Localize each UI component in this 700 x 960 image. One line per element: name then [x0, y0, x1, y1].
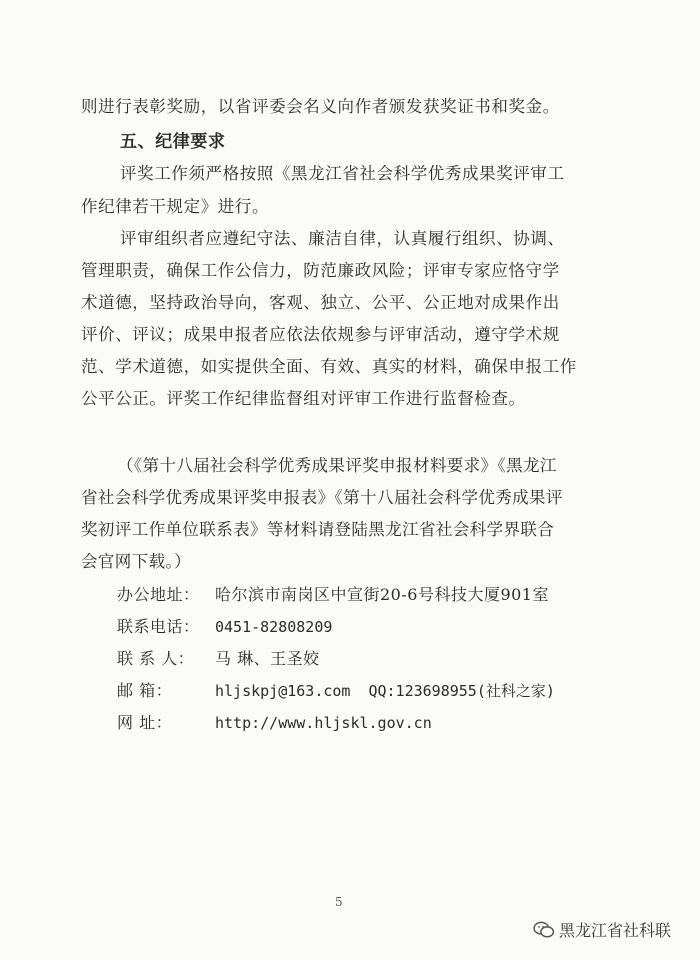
note-line: 会官网下载。）: [81, 552, 192, 571]
person-value: 马 琳、王圣姣: [215, 649, 320, 668]
paragraph-line: 评价、评议；成果申报者应依法依规参与评审活动，遵守学术规: [81, 325, 560, 344]
phone-value: 0451-82808209: [215, 618, 333, 636]
paragraph-line: 范、学术道德，如实提供全面、有效、真实的材料，确保申报工作: [81, 357, 577, 376]
phone-label: 联系电话：: [117, 617, 200, 636]
email-value: hljskpj@163.com: [215, 682, 351, 700]
contact-address: [117, 584, 549, 606]
contact-person: [117, 648, 320, 670]
wechat-icon: [533, 921, 555, 939]
paragraph-line: 管理职责，确保工作公信力，防范廉政风险；评审专家应恪守学: [81, 261, 560, 280]
paragraph-line: 评奖工作须严格按照《黑龙江省社会科学优秀成果奖评审工: [120, 164, 565, 183]
address-label: 办公地址：: [117, 585, 200, 604]
web-value: http://www.hljskl.gov.cn: [215, 714, 432, 732]
paragraph-line: 则进行表彰奖励，以省评委会名义向作者颁发获奖证书和奖金。: [81, 97, 560, 116]
section-heading: 五、纪律要求: [120, 132, 226, 152]
paragraph-line: 作纪律若干规定》进行。: [81, 197, 270, 216]
email-label: 邮 箱：: [117, 681, 173, 700]
web-label: 网 址：: [117, 713, 173, 732]
qq-value: QQ:123698955(社科之家): [368, 682, 555, 700]
watermark-text: 黑龙江省社科联: [559, 921, 672, 940]
contact-email: [117, 680, 555, 702]
contact-website: [117, 712, 432, 734]
paragraph-line: 公平公正。评奖工作纪律监督组对评审工作进行监督检查。: [81, 389, 526, 408]
address-value: 哈尔滨市南岗区中宣街20-6号科技大厦901室: [215, 585, 549, 604]
note-line: （《第十八届社会科学优秀成果评奖申报材料要求》《黑龙江: [117, 456, 557, 475]
contact-phone: [117, 616, 332, 638]
wechat-watermark: [533, 918, 671, 941]
page-number: 5: [335, 895, 343, 909]
paragraph-line: 评审组织者应遵纪守法、廉洁自律，认真履行组织、协调、: [120, 229, 565, 248]
note-line: 省社会科学优秀成果评奖申报表》《第十八届社会科学优秀成果评: [81, 488, 563, 507]
person-label: 联 系 人：: [117, 649, 195, 668]
note-line: 奖初评工作单位联系表》等材料请登陆黑龙江省社会科学界联合: [81, 520, 555, 539]
paragraph-line: 术道德，坚持政治导向，客观、独立、公平、公正地对成果作出: [81, 293, 560, 312]
